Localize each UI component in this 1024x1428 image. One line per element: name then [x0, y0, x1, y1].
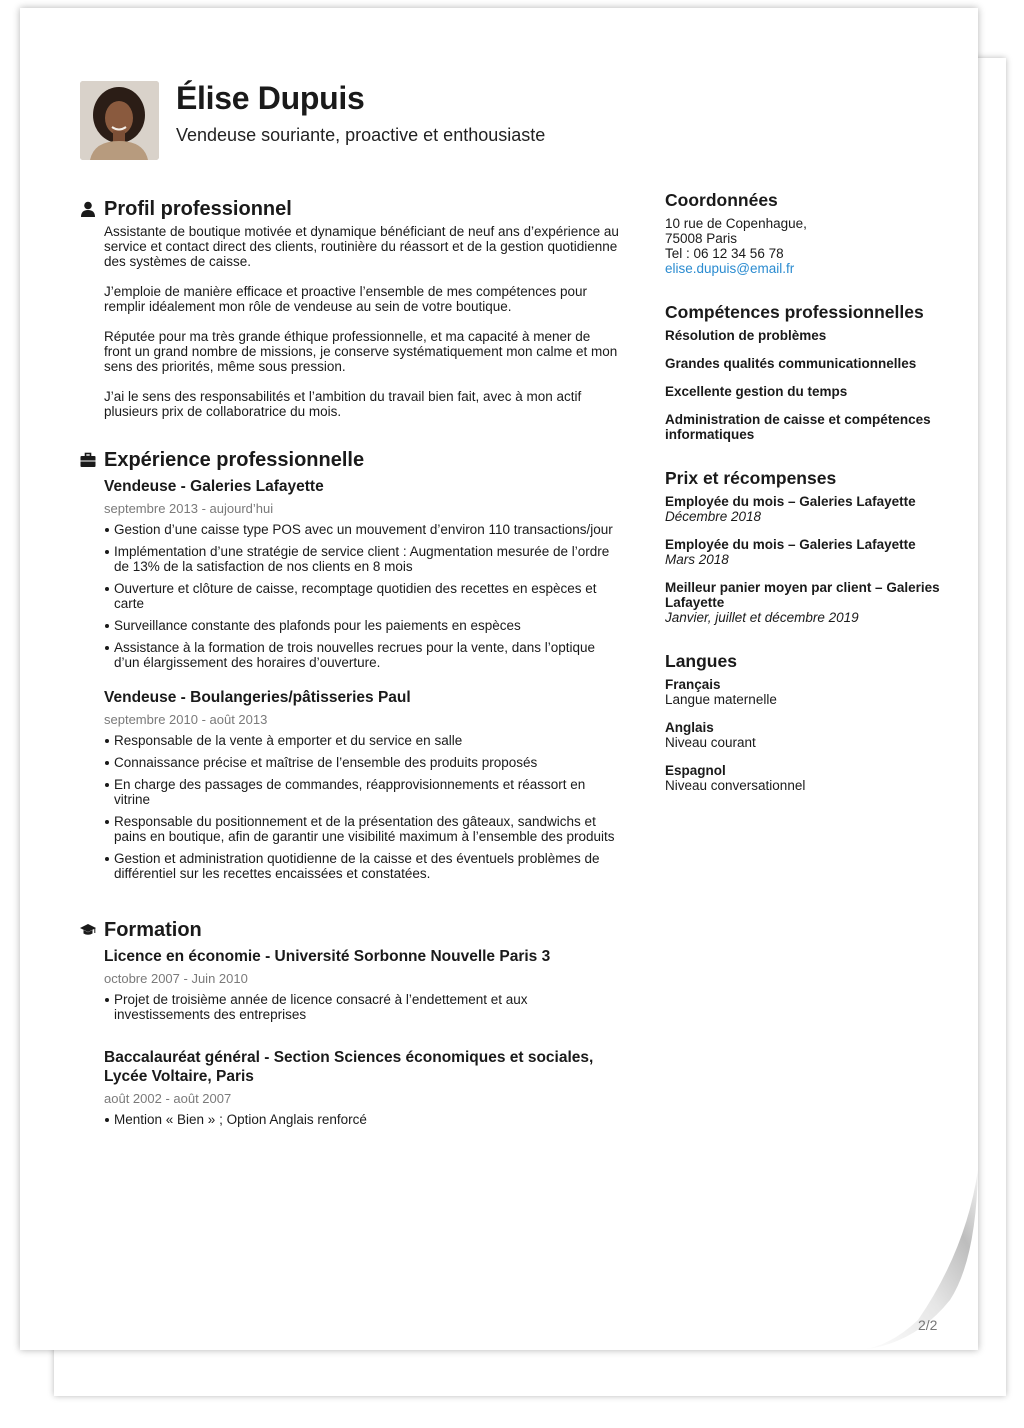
- education-entry: [104, 947, 620, 1022]
- language-level: Niveau courant: [665, 735, 756, 750]
- job-entry: [104, 688, 620, 881]
- email-link[interactable]: elise.dupuis@email.fr: [665, 261, 795, 276]
- award-name: Employée du mois – Galeries Lafayette: [665, 537, 916, 552]
- briefcase-icon: [80, 452, 96, 468]
- candidate-subtitle: Vendeuse souriante, proactive et enthousiaste: [176, 125, 546, 145]
- profile-paragraph: J’ai le sens des responsabilités et l’ambition du travail bien fait, avec à mon actif plusieurs prix de collaboratrice du mois.: [104, 389, 582, 419]
- language-item: [665, 677, 940, 707]
- candidate-name: Élise Dupuis: [176, 80, 365, 116]
- list-item: En charge des passages de commandes, réapprovisionnements et réassort en vitrine: [104, 777, 620, 807]
- skill-item: Résolution de problèmes: [665, 328, 827, 343]
- degree-title: Licence en économie - Université Sorbonne Nouvelle Paris 3: [104, 948, 551, 965]
- list-item: Projet de troisième année de licence consacré à l’endettement et aux investissements des entreprises: [104, 992, 620, 1022]
- language-name: Français: [665, 677, 721, 692]
- list-item: Implémentation d’une stratégie de service client : Augmentation mesurée de l’ordre de 13% de la satisfaction de nos clients en 8 mois: [104, 544, 620, 574]
- experience-heading: Expérience professionnelle: [104, 448, 365, 471]
- skill-item: Administration de caisse et compétences informatiques: [665, 412, 931, 442]
- list-item: Mention « Bien » ; Option Anglais renforcé: [104, 1112, 620, 1127]
- education-section: [80, 917, 620, 1127]
- job-dates: septembre 2013 - aujourd’hui: [104, 501, 274, 516]
- job-title: Vendeuse - Boulangeries/pâtisseries Paul: [104, 689, 411, 706]
- experience-section: [80, 447, 620, 881]
- list-item: Responsable du positionnement et de la présentation des gâteaux, sandwichs et pains en boutique, afin de garantir une visibilité maximum à l’ensemble des produits: [104, 814, 620, 844]
- languages-section: [665, 651, 940, 793]
- address-line: 10 rue de Copenhague,: [665, 216, 807, 231]
- skill-item: Excellente gestion du temps: [665, 384, 848, 399]
- language-name: Anglais: [665, 720, 714, 735]
- list-item: Surveillance constante des plafonds pour les paiements en espèces: [104, 618, 620, 633]
- job-dates: septembre 2010 - août 2013: [104, 712, 268, 727]
- profile-paragraph: Réputée pour ma très grande éthique professionnelle, et ma capacité à mener de front un grand nombre de missions, je conserve systématiquement mon calme et mon sens des priorités, même sous pression.: [104, 329, 618, 374]
- education-heading: Formation: [104, 918, 202, 941]
- degree-dates: octobre 2007 - Juin 2010: [104, 971, 248, 986]
- degree-title: Baccalauréat général - Section Sciences économiques et sociales, Lycée Voltaire, Paris: [104, 1049, 594, 1085]
- profile-section: [80, 196, 620, 419]
- page-number: 2/2: [918, 1317, 938, 1333]
- job-entry: [104, 477, 620, 670]
- skill-item: Grandes qualités communicationnelles: [665, 356, 917, 371]
- address-line: 75008 Paris: [665, 231, 738, 246]
- list-item: Gestion et administration quotidienne de la caisse et des éventuels problèmes de différentiel sur les recettes encaissées et constatées.: [104, 851, 620, 881]
- award-date: Décembre 2018: [665, 509, 762, 524]
- award-date: Janvier, juillet et décembre 2019: [665, 610, 859, 625]
- award-item: [665, 494, 940, 524]
- main-column: [80, 196, 620, 1151]
- language-item: [665, 720, 940, 750]
- contact-section: [665, 190, 940, 276]
- language-level: Niveau conversationnel: [665, 778, 806, 793]
- languages-heading: Langues: [665, 651, 737, 671]
- awards-heading: Prix et récompenses: [665, 468, 837, 488]
- award-item: [665, 537, 940, 567]
- language-level: Langue maternelle: [665, 692, 777, 707]
- awards-section: [665, 468, 940, 625]
- award-name: Meilleur panier moyen par client – Galeries Lafayette: [665, 580, 940, 610]
- sidebar-column: [665, 190, 940, 819]
- skills-heading: Compétences professionnelles: [665, 302, 924, 322]
- list-item: Ouverture et clôture de caisse, recomptage quotidien des recettes en espèces et carte: [104, 581, 620, 611]
- profile-paragraph: Assistante de boutique motivée et dynamique bénéficiant de neuf ans d’expérience au service et contact direct des clients, routinière du réassort et de la gestion quotidienne des systèmes de caisse.: [104, 224, 619, 269]
- list-item: Assistance à la formation de trois nouvelles recrues pour la vente, dans l’optique d’un élargissement des horaires d’ouverture.: [104, 640, 620, 670]
- job-title: Vendeuse - Galeries Lafayette: [104, 478, 324, 495]
- graduation-cap-icon: [80, 922, 96, 938]
- contact-heading: Coordonnées: [665, 190, 778, 210]
- profile-heading: Profil professionnel: [104, 197, 292, 220]
- list-item: Responsable de la vente à emporter et du service en salle: [104, 733, 620, 748]
- resume-page: [20, 8, 978, 1350]
- phone-number: Tel : 06 12 34 56 78: [665, 246, 784, 261]
- degree-dates: août 2002 - août 2007: [104, 1091, 232, 1106]
- profile-paragraph: J’emploie de manière efficace et proactive l’ensemble de mes compétences pour remplir idéalement mon rôle de vendeuse au sein de votre boutique.: [104, 284, 588, 314]
- list-item: Connaissance précise et maîtrise de l’ensemble des produits proposés: [104, 755, 620, 770]
- award-item: [665, 580, 940, 625]
- education-entry: [104, 1048, 620, 1127]
- award-name: Employée du mois – Galeries Lafayette: [665, 494, 916, 509]
- list-item: Gestion d’une caisse type POS avec un mouvement d’environ 110 transactions/jour: [104, 522, 620, 537]
- award-date: Mars 2018: [665, 552, 729, 567]
- user-icon: [80, 201, 96, 217]
- language-name: Espagnol: [665, 763, 726, 778]
- skills-section: [665, 302, 940, 442]
- language-item: [665, 763, 940, 793]
- avatar: [80, 81, 159, 160]
